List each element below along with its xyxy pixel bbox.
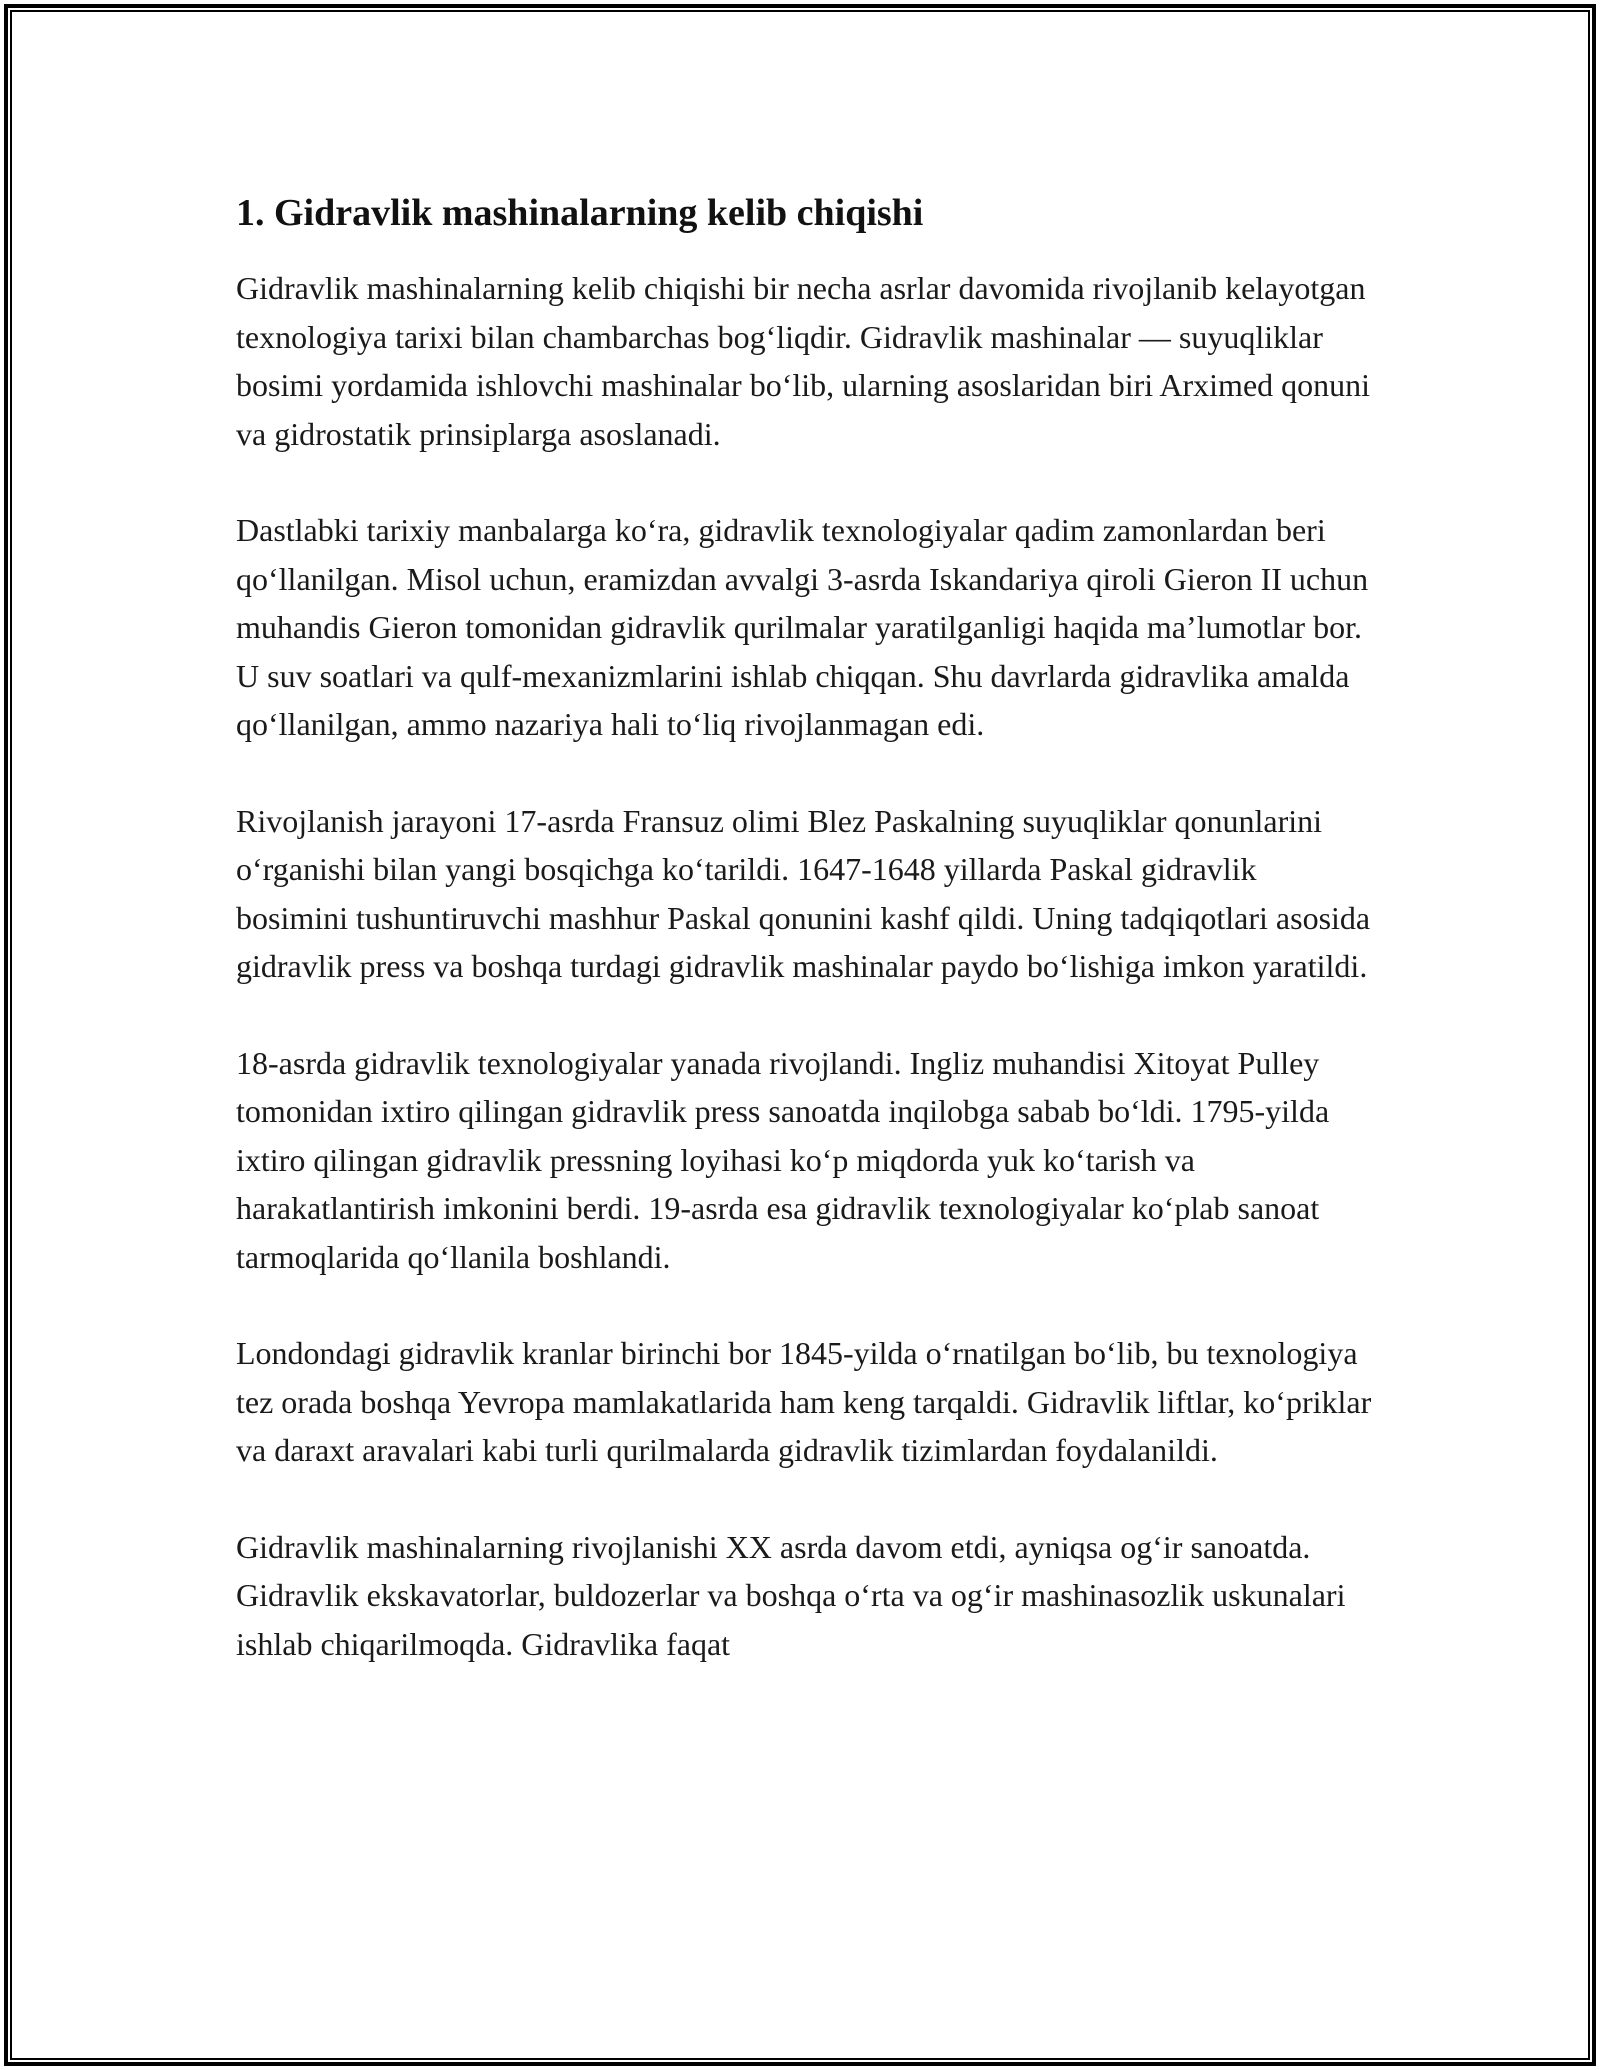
document-body [236, 188, 1376, 1716]
paragraph-2: Dastlabki tarixiy manbalarga ko‘ra, gidravlik texnologiyalar qadim zamonlardan beri qo‘llanilgan. Misol uchun, eramizdan avvalgi 3-asrda Iskandariya qiroli Gieron II uchun muhandis Gieron tomonidan gidravlik qurilmalar yaratilganligi haqida ma’lumotlar bor. U suv soatlari va qulf-mexanizmlarini ishlab chiqqan. Shu davrlarda gidravlika amalda qo‘llanilgan, ammo nazariya hali to‘liq rivojlanmagan edi. [236, 512, 1369, 742]
paragraph-3: Rivojlanish jarayoni 17-asrda Fransuz olimi Blez Paskalning suyuqliklar qonunlarini o‘rganishi bilan yangi bosqichga ko‘tarildi. 1647-1648 yillarda Paskal gidravlik bosimini tushuntiruvchi mashhur Paskal qonunini kashf qildi. Uning tadqiqotlari asosida gidravlik press va boshqa turdagi gidravlik mashinalar paydo bo‘lishiga imkon yaratildi. [236, 802, 1371, 984]
paragraph-4: 18-asrda gidravlik texnologiyalar yanada rivojlandi. Ingliz muhandisi Xitoyat Pulley tomonidan ixtiro qilingan gidravlik press sanoatda inqilobga sabab bo‘ldi. 1795-yilda ixtiro qilingan gidravlik pressning loyihasi ko‘p miqdorda yuk ko‘tarish va harakatlantirish imkonini berdi. 19-asrda esa gidravlik texnologiyalar ko‘plab sanoat tarmoqlarida qo‘llanila boshlandi. [236, 1044, 1330, 1275]
paragraph-5: Londondagi gidravlik kranlar birinchi bor 1845-yilda o‘rnatilgan bo‘lib, bu texnologiya tez orada boshqa Yevropa mamlakatlarida ham keng tarqaldi. Gidravlik liftlar, ko‘priklar va daraxt aravalari kabi turli qurilmalarda gidravlik tizimlardan foydalanildi. [236, 1335, 1372, 1468]
paragraph-6: Gidravlik mashinalarning rivojlanishi XX asrda davom etdi, ayniqsa og‘ir sanoatda. Gidravlik ekskavatorlar, buldozerlar va boshqa o‘rta va og‘ir mashinasozlik uskunalari ishlab chiqarilmoqda. Gidravlika faqat [236, 1528, 1346, 1662]
paragraph-1: Gidravlik mashinalarning kelib chiqishi bir necha asrlar davomida rivojlanib kelayotgan texnologiya tarixi bilan chambarchas bog‘liqdir. Gidravlik mashinalar — suyuqliklar bosimi yordamida ishlovchi mashinalar bo‘lib, ularning asoslaridan biri Arximed qonuni va gidrostatik prinsiplarga asoslanadi. [236, 270, 1371, 452]
section-heading: 1. Gidravlik mashinalarning kelib chiqishi [236, 192, 924, 234]
